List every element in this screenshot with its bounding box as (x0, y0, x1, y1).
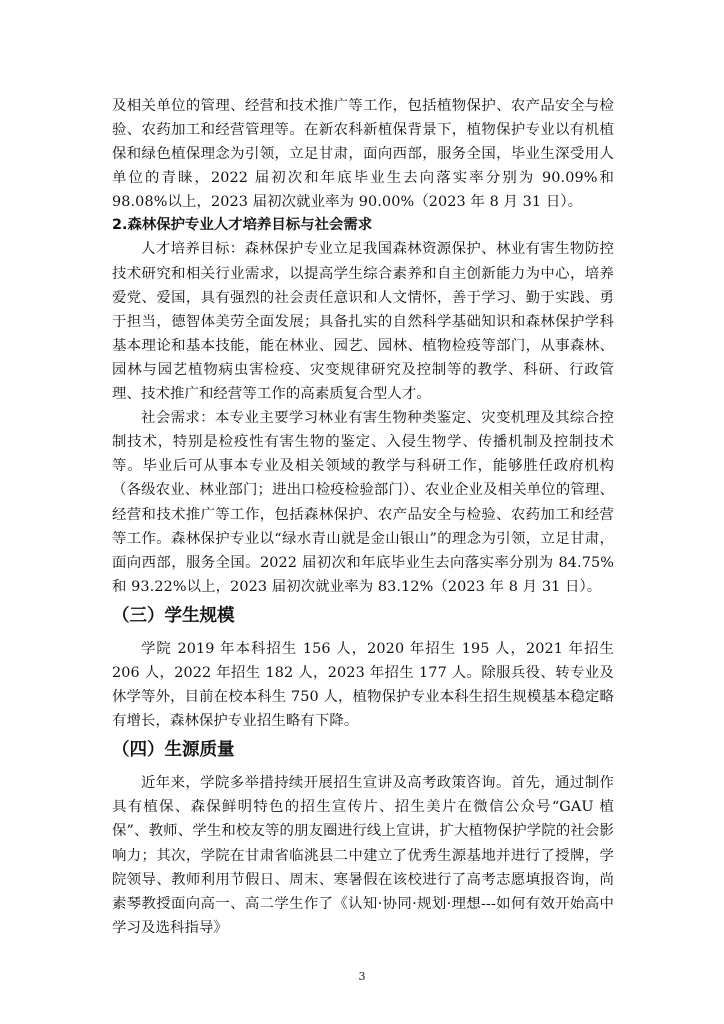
paragraph-forest-social-demand: 社会需求：本专业主要学习林业有害生物种类鉴定、灾变机理及其综合控制技术，特别是检疫性有害生物的鉴定、入侵生物学、传播机制及控制技术等。毕业后可从事本专业及相关领域的教学与科研工作，能够胜任政府机构（各级农业、林业部门；进出口检疫检验部门）、农业企业及相关单位的管理、经营和技术推广等工作，包括森林保护、农产品安全与检验、农药加工和经营等工作。森林保护专业以“绿水青山就是金山银山”的理念为引领，立足甘肃，面向西部，服务全国。2022 届初次和年底毕业生去向落实率分别为 84.75%和 93.22%以上，2023 届初次就业率为 83.12%（2023 年 8 月 31 日）。 (112, 410, 614, 595)
page-number: 3 (358, 970, 366, 983)
section-heading-student-quality: （四）生源质量 (112, 740, 235, 761)
paragraph-forest-training-goal: 人才培养目标：森林保护专业立足我国森林资源保护、林业有害生物防控技术研究和相关行业需求，以提高学生综合素养和自主创新能力为中心，培养爱党、爱国，具有强烈的社会责任意识和人文情怀，善于学习、勤于实践、勇于担当，德智体美劳全面发展；具备扎实的自然科学基础知识和森林保护学科基本理论和基本技能，能在林业、园艺、园林、植物检疫等部门，从事森林、园林与园艺植物病虫害检疫、灾变规律研究及控制等的教学、科研、行政管理、技术推广和经营等工作的高素质复合型人才。 (112, 241, 614, 403)
paragraph-plant-protection-employment: 及相关单位的管理、经营和技术推广等工作，包括植物保护、农产品安全与检验、农药加工和经营管理等。在新农科新植保背景下，植物保护专业以有机植保和绿色植保理念为引领，立足甘肃，面向西部，服务全国，毕业生深受用人单位的青睐，2022 届初次和年底毕业生去向落实率分别为 90.09%和 98.08%以上，2023 届初次就业率为 90.00%（2023 年 8 月 31 日）。 (112, 98, 614, 211)
subheading-forest-protection: 2.森林保护专业人才培养目标与社会需求 (112, 217, 373, 234)
paragraph-student-scale: 学院 2019 年本科招生 156 人，2020 年招生 195 人，2021 年招生 206 人，2022 年招生 182 人，2023 年招生 177 人。除服兵役、转专业及休学等外，目前在校本科生 750 人，植物保护专业本科生招生规模基本稳定略有增长，森林保护专业招生略有下降。 (112, 640, 614, 730)
document-body (112, 94, 614, 940)
section-heading-student-scale: （三）学生规模 (112, 605, 235, 626)
paragraph-student-quality: 近年来，学院多举措持续开展招生宣讲及高考政策咨询。首先，通过制作具有植保、森保鲜明特色的招生宣传片、招生美片在微信公众号“GAU 植保”、教师、学生和校友等的朋友圈进行线上宣讲，扩大植物保护学院的社会影响力；其次，学院在甘肃省临洮县二中建立了优秀生源基地并进行了授牌，学院领导、教师利用节假日、周末、寒暑假在该校进行了高考志愿填报咨询，尚素琴教授面向高一、高二学生作了《认知·协同·规划·理想---如何有效开始高中学习及选科指导》 (112, 775, 614, 936)
